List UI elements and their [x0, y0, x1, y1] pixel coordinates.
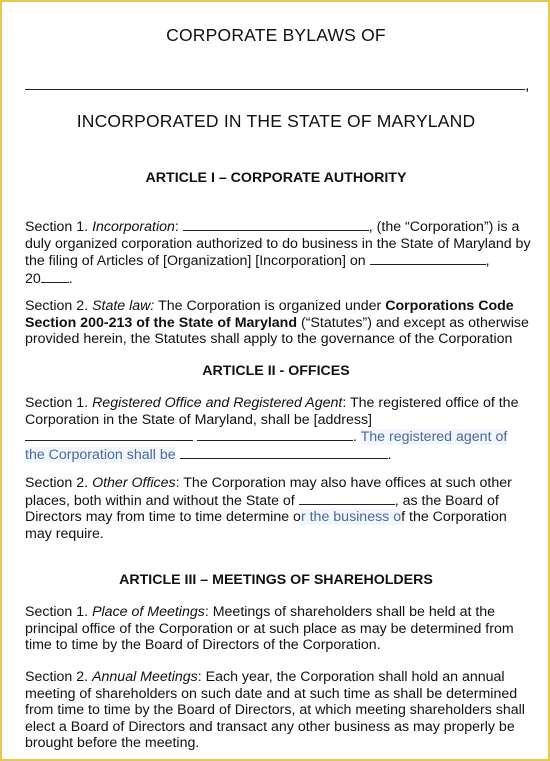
a3s1-line1 [25, 604, 527, 621]
registered-agent-blank[interactable] [180, 446, 388, 459]
a1s2-line3: provided herein, the Statutes shall apply to the governance of the Corporation [25, 331, 513, 348]
code-reference: Corporations Code [385, 298, 514, 314]
article-2-section-2 [25, 475, 527, 542]
a1s2-text2: (“Statutes”) and except as otherwise [300, 314, 529, 331]
a1s2-text: The Corporation is organized under [158, 298, 382, 314]
a3s1-line2: principal office of the Corporation or at such place as may be determined from [25, 620, 514, 637]
section-title: Annual Meetings [92, 669, 198, 685]
a3s2-line4: elect a Board of Directors and transact any other business as may properly be [25, 718, 515, 735]
address-blank-2[interactable] [197, 428, 353, 441]
incorporation-name-blank[interactable] [183, 218, 369, 231]
a3s1-text: : Meetings of shareholders shall be held at the [204, 604, 496, 620]
a1s1-line4 [25, 270, 527, 288]
a3s2-line3: from time to time by the Board of Directors, at which meeting shareholders shall [25, 702, 525, 719]
a2s2-text: : The Corporation may also have offices at such other [175, 475, 512, 491]
a3s1-line3: time to time by the Board of Directors of the Corporation. [25, 637, 381, 654]
a2s1-line4-end: . [387, 446, 392, 463]
section-label: Section 1. [25, 604, 89, 620]
registered-agent-text: The registered agent of [360, 429, 508, 446]
a2s2-line2-text: places, both within and without the State of [25, 492, 295, 509]
a2s1-text: : The registered office of the [342, 395, 519, 411]
a3s2-line5: brought before the meeting. [25, 735, 200, 752]
a1s1-line3 [25, 252, 527, 270]
section-title: Incorporation [92, 219, 175, 235]
a2s1-line1 [25, 395, 527, 412]
year-prefix: 20 [25, 270, 41, 287]
a1s2-line2 [25, 315, 527, 332]
a2s2-line3-text: Directors may from time to time determine o [25, 509, 301, 526]
section-title: Other Offices [92, 475, 176, 491]
section-label: Section 1. [25, 395, 89, 411]
registered-agent-text-2: the Corporation shall be [25, 446, 176, 463]
section-label: Section 1. [25, 219, 89, 235]
section-label: Section 2. [25, 669, 89, 685]
title-comma: , [525, 77, 530, 94]
code-section-reference: Section 200-213 of the State of Maryland [25, 314, 298, 331]
a2s1-line3 [25, 428, 527, 446]
section-title: Place of Meetings [92, 604, 205, 620]
document-subtitle: INCORPORATED IN THE STATE OF MARYLAND [76, 111, 476, 131]
a2s2-line4: may require. [25, 525, 104, 542]
corporation-name-blank[interactable] [25, 89, 525, 90]
a1s1-line3-text: the filing of Articles of [Organization] [Incorporation] on [25, 253, 366, 270]
a1s1-line3-end: , [485, 253, 490, 270]
article-2-heading: ARTICLE II - OFFICES [202, 363, 350, 379]
year-blank[interactable] [41, 270, 69, 283]
a2s2-line1 [25, 475, 527, 492]
a3s2-line1 [25, 669, 527, 686]
a3s2-line2: meeting of shareholders on such date and at such time as shall be determined [25, 685, 518, 702]
a2s1-line3-end: . [352, 429, 357, 446]
article-1-section-2 [25, 298, 527, 348]
a2s2-line3 [25, 509, 527, 526]
article-1-section-1 [25, 218, 531, 287]
a2s1-line4 [25, 446, 527, 464]
a2s2-line3-faded: r the business o [300, 509, 402, 526]
a1s1-line1-end: , (the “Corporation”) is a [368, 219, 520, 235]
a1s1-line2: duly organized corporation authorized to do business in the State of Maryland by [25, 235, 531, 252]
section-label: Section 2. [25, 298, 89, 314]
filing-date-blank[interactable] [370, 252, 486, 265]
article-3-section-1 [25, 604, 527, 654]
article-2-section-1 [25, 395, 527, 463]
section-title: State law: [92, 298, 155, 314]
article-3-section-2 [25, 669, 527, 752]
document-title: CORPORATE BYLAWS OF [166, 25, 386, 45]
address-blank-1[interactable] [25, 428, 193, 441]
a2s2-line3-end: f the Corporation [401, 509, 507, 526]
article-1-heading: ARTICLE I – CORPORATE AUTHORITY [145, 170, 407, 186]
a2s2-line2-end: , as the Board of [394, 492, 499, 509]
other-state-blank[interactable] [299, 492, 395, 505]
a2s1-line2: Corporation in the State of Maryland, shall be [address] [25, 411, 372, 428]
a1s1-line1 [25, 218, 527, 236]
colon: : [174, 219, 179, 235]
a1s1-line4-end: . [68, 270, 73, 287]
a1s2-line1 [25, 298, 527, 315]
a3s2-text: : Each year, the Corporation shall hold an annual [197, 669, 505, 685]
section-label: Section 2. [25, 475, 89, 491]
article-3-heading: ARTICLE III – MEETINGS OF SHAREHOLDERS [119, 572, 433, 588]
section-title: Registered Office and Registered Agent [92, 395, 343, 411]
a2s2-line2 [25, 492, 527, 510]
